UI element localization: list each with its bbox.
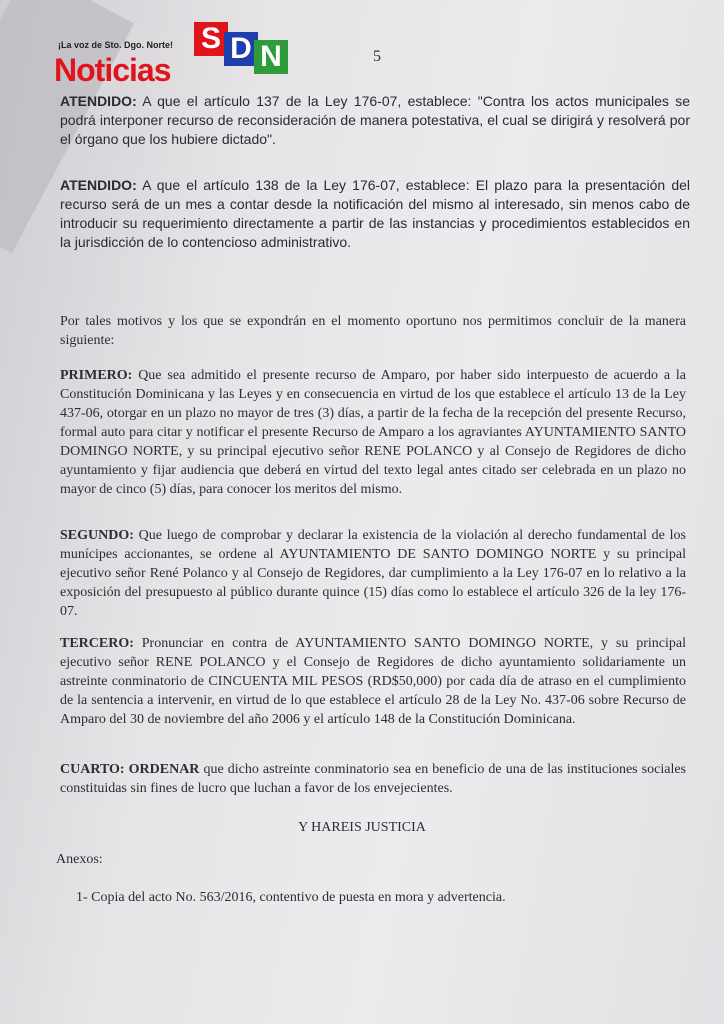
- cuarto-text: que dicho astreinte conminatorio sea en beneficio de una de las instituciones sociales constituidas sin fines de lucro que luchan a favor de los envejecientes.: [60, 762, 686, 796]
- intro-paragraph: Por tales motivos y los que se expondrán en el momento oportuno nos permitimos concluir de la manera siguiente:: [60, 314, 686, 348]
- cuarto-lead: CUARTO: ORDENAR: [60, 762, 200, 777]
- anexo-item: 1- Copia del acto No. 563/2016, contentivo de puesta en mora y advertencia.: [76, 890, 506, 905]
- logo-letter-s: S: [194, 22, 228, 56]
- page-number: 5: [373, 48, 381, 65]
- logo-tagline: ¡La voz de Sto. Dgo. Norte!: [58, 40, 174, 50]
- atendido-1-lead: ATENDIDO:: [60, 93, 137, 109]
- anexos-label: Anexos:: [56, 852, 103, 867]
- tercero-lead: TERCERO:: [60, 636, 134, 651]
- primero-paragraph: [60, 366, 686, 499]
- tercero-text: Pronunciar en contra de AYUNTAMIENTO SANTO DOMINGO NORTE, y su principal ejecutivo señor RENE POLANCO y el Consejo de Regidores de dicho ayuntamiento solidariamente un astreinte conminatorio de CINCUENTA MIL PESOS (RD$50,000) por cada día de atraso en el cumplimiento de la sentencia a intervenir, en virtud de lo que establece el artículo 28 de la Ley No. 437-06 sobre Recurso de Amparo del 30 de noviembre del año 2006 y el artículo 148 de la Constitución Dominicana.: [60, 636, 686, 727]
- atendido-1: [60, 92, 690, 149]
- logo-word: Noticias: [54, 52, 171, 88]
- primero-lead: PRIMERO:: [60, 368, 133, 383]
- atendido-1-text: A que el artículo 137 de la Ley 176-07, establece: "Contra los actos municipales se podrá interponer recurso de reconsideración de manera potestativa, el cual se dirigirá y resolverá por el órgano que los hubiere dictado".: [60, 93, 690, 147]
- atendido-2: [60, 176, 690, 252]
- segundo-text: Que luego de comprobar y declarar la existencia de la violación al derecho fundamental de los munícipes accionantes, se ordene al AYUNTAMIENTO DE SANTO DOMINGO NORTE y su principal ejecutivo señor René Polanco y al Consejo de Regidores, dar cumplimiento a la Ley 176-07 en lo relativo a la exposición del presupuesto al público durante quince (15) días como lo establece el artículo 326 de la ley 176-07.: [60, 528, 686, 619]
- primero-text: Que sea admitido el presente recurso de Amparo, por haber sido interpuesto de acuerdo a la Constitución Dominicana y las Leyes y en consecuencia en virtud de los que establece el artículo 13 de la Ley 437-06, otorgar en un plazo no mayor de tres (3) días, a partir de la fecha de la recepción del presente Recurso, formal auto para citar y notificar el presente Recurso de Amparo a los agraviantes AYUNTAMIENTO SANTO DOMINGO NORTE, y su principal ejecutivo señor RENE POLANCO y al Consejo de Regidores de dicho ayuntamiento y fijar audiencia que deberá en virtud del texto legal antes citado ser celebrada en un plazo no mayor de cinco (5) días, para conocer los meritos del mismo.: [60, 368, 686, 497]
- segundo-paragraph: [60, 526, 686, 621]
- logo-letter-d: D: [224, 32, 258, 66]
- logo-letter-n: N: [254, 40, 288, 74]
- segundo-lead: SEGUNDO:: [60, 528, 134, 543]
- tercero-paragraph: [60, 634, 686, 729]
- atendido-2-text: A que el artículo 138 de la Ley 176-07, establece: El plazo para la presentación del recurso será de un mes a contar desde la notificación del mismo al interesado, sin menos cabo de introducir su requerimiento directamente a partir de las instancias y procedimientos establecidos en la jurisdicción de lo contencioso administrativo.: [60, 177, 690, 250]
- news-logo: [52, 20, 292, 90]
- closing-line: Y HAREIS JUSTICIA: [298, 820, 426, 835]
- atendido-2-lead: ATENDIDO:: [60, 177, 137, 193]
- cuarto-paragraph: [60, 760, 686, 798]
